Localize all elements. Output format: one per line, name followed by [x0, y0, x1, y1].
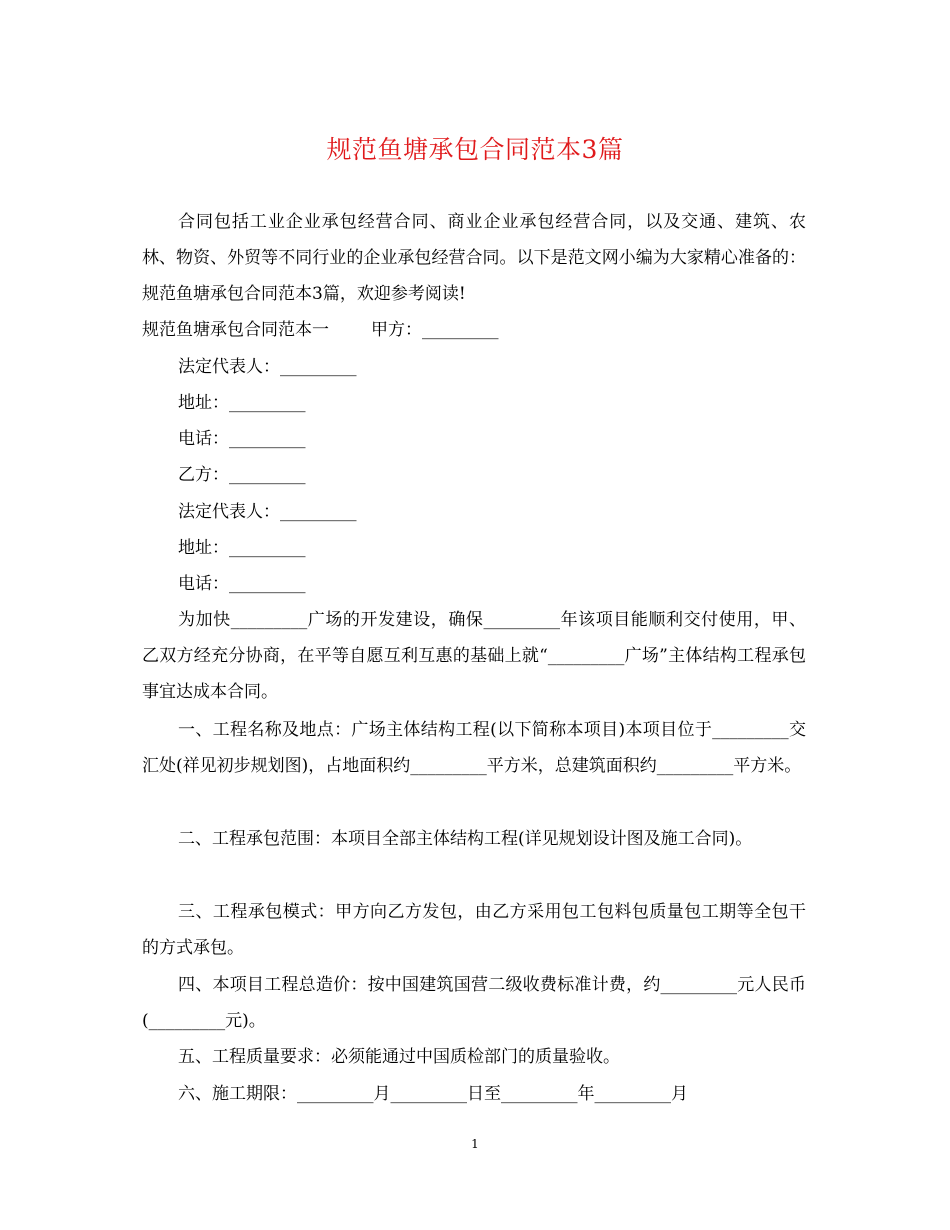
party-b-phone-field: 电话：_________ [178, 574, 306, 594]
section-heading-line [142, 312, 806, 348]
intro-paragraph: 合同包括工业企业承包经营合同、商业企业承包经营合同，以及交通、建筑、农林、物资、外贸等不同行业的企业承包经营合同。以下是范文网小编为大家精心准备的：规范鱼塘承包合同范本3篇，欢迎参考阅读! [142, 212, 806, 304]
party-a-field: 甲方：_________ [371, 320, 499, 340]
section-heading: 规范鱼塘承包合同范本一 [142, 320, 329, 340]
party-a-address-field: 地址：_________ [178, 393, 306, 413]
clause-1-paragraph: 一、工程名称及地点：广场主体结构工程(以下简称本项目)本项目位于_________交汇处(祥见初步规划图)，占地面积约_________平方米，总建筑面积约_________平方米。 [142, 720, 806, 776]
clause-2-paragraph: 二、工程承包范围：本项目全部主体结构工程(详见规划设计图及施工合同)。 [178, 829, 753, 849]
party-b-rep-field: 法定代表人：_________ [178, 502, 357, 522]
document-title: 规范鱼塘承包合同范本3篇 [326, 135, 624, 164]
clause-4-paragraph: 四、本项目工程总造价：按中国建筑国营二级收费标准计费，约_________元人民币(_________元)。 [142, 975, 806, 1031]
party-b-field: 乙方：_________ [178, 465, 306, 485]
clause-6-line: 六、施工期限：_________月_________日至_________年_________月 [178, 1084, 688, 1104]
clause-5-line: 五、工程质量要求：必须能通过中国质检部门的质量验收。 [178, 1047, 620, 1067]
party-a-rep-field: 法定代表人：_________ [178, 357, 357, 377]
preamble-paragraph: 为加快_________广场的开发建设，确保_________年该项目能顺利交付使用，甲、乙双方经充分协商，在平等自愿互利互惠的基础上就“_________广场”主体结构工程承包事宜达成本合同。 [142, 610, 806, 702]
party-a-phone-field: 电话：_________ [178, 429, 306, 449]
party-b-address-field: 地址：_________ [178, 538, 306, 558]
clause-3-paragraph: 三、工程承包模式：甲方向乙方发包，由乙方采用包工包料包质量包工期等全包干的方式承包。 [142, 902, 806, 958]
page-number: 1 [471, 1137, 479, 1151]
